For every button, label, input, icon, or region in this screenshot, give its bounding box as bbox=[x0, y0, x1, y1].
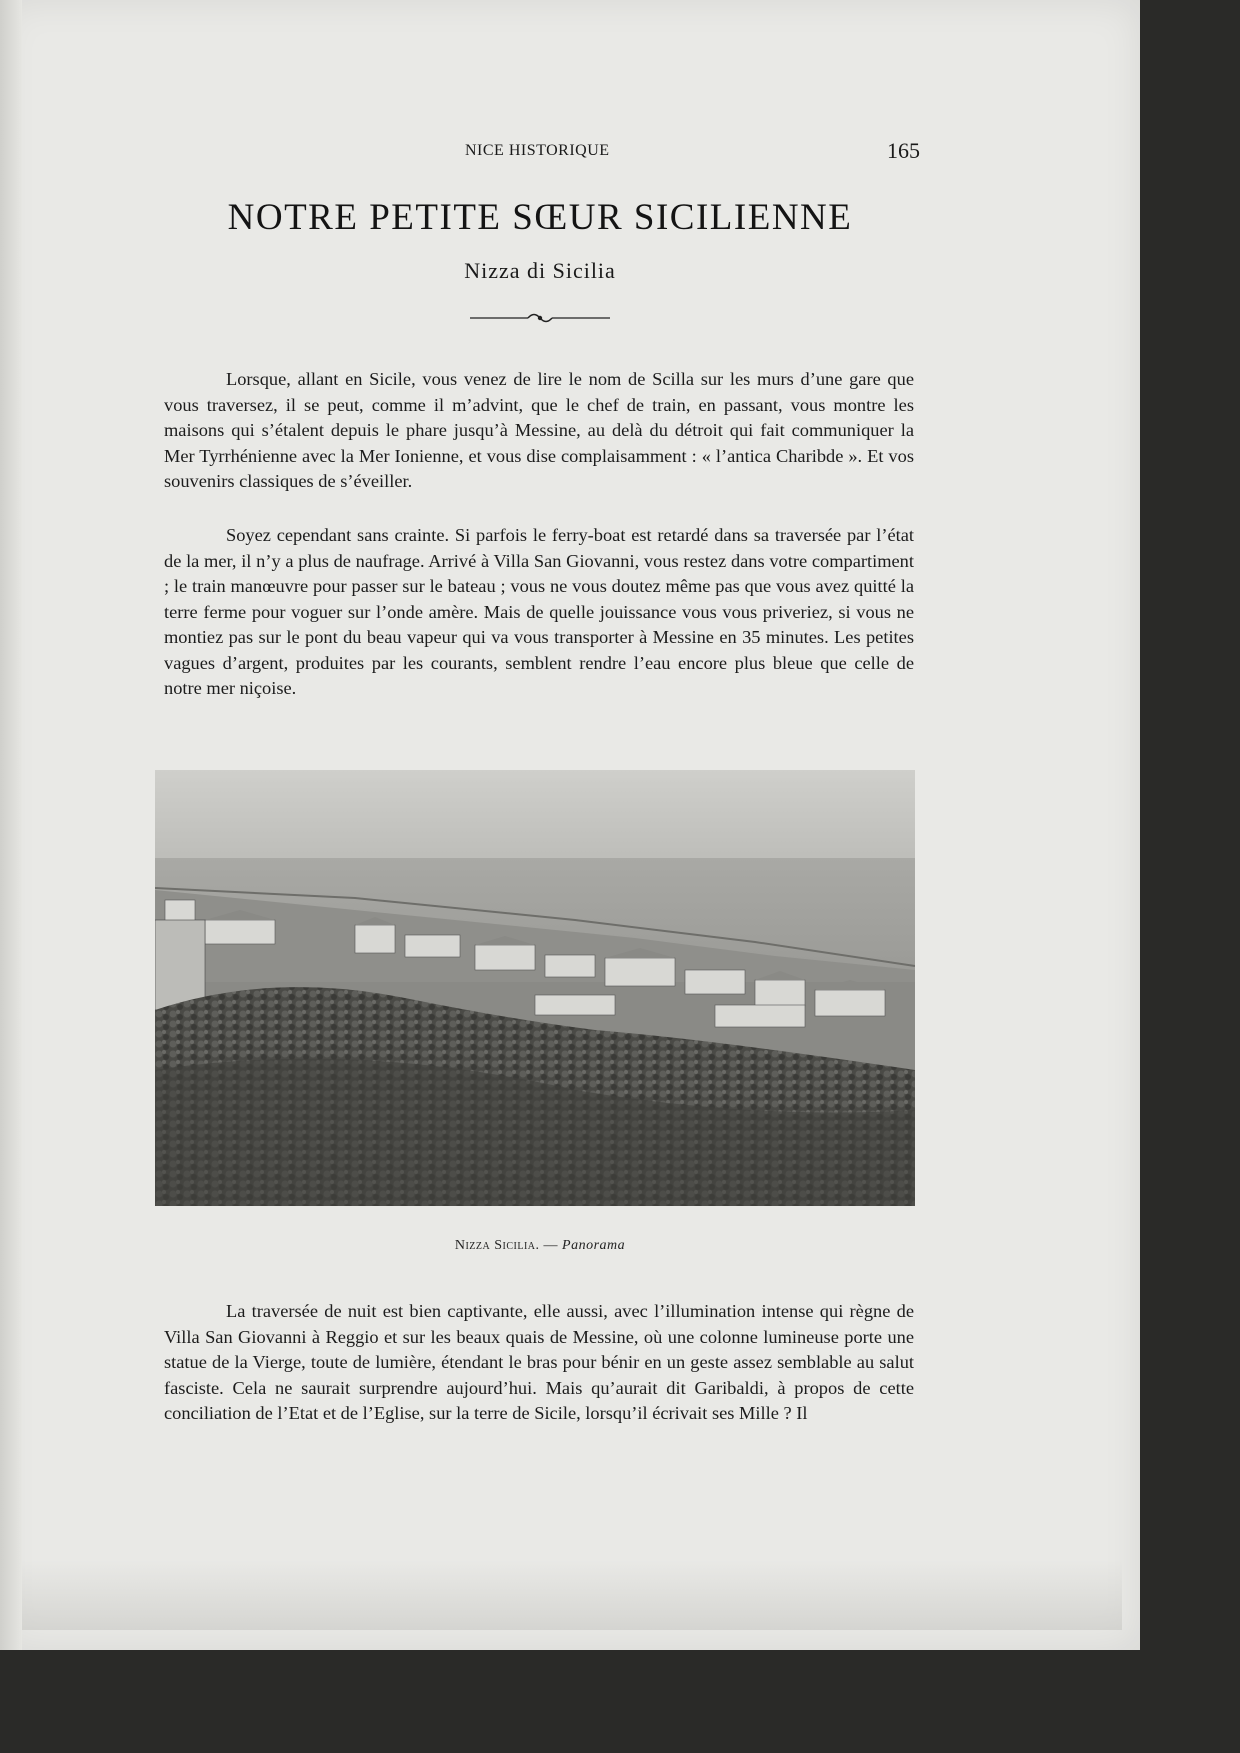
panorama-image bbox=[155, 770, 915, 1206]
page-number: 165 bbox=[887, 138, 920, 163]
fleuron-divider-icon bbox=[470, 310, 610, 326]
caption-dash: — bbox=[543, 1238, 559, 1253]
article-title: NOTRE PETITE SŒUR SICILIENNE bbox=[227, 197, 853, 238]
running-header bbox=[160, 138, 920, 166]
caption-label: Panorama bbox=[562, 1238, 626, 1253]
article-subtitle: Nizza di Sicilia bbox=[464, 258, 616, 283]
running-title: NICE HISTORIQUE bbox=[465, 142, 610, 159]
panorama-photo bbox=[155, 770, 915, 1206]
caption-place: Nizza Sicilia. bbox=[454, 1238, 540, 1253]
page-bottom-shade bbox=[22, 1560, 1122, 1630]
page-edge bbox=[0, 0, 22, 1650]
paragraph-2: Soyez cependant sans crainte. Si parfois le ferry-boat est retardé dans sa traversée par l’état de la mer, il n’y a plus de naufrage. Arrivé à Villa San Giovanni, vous restez dans votre compartiment ; le train manœuvre pour passer sur le bateau ; vous ne vous doutez même pas que vous avez quitté la terre ferme pour voguer sur l’onde amère. Mais de quelle jouissance vous vous priveriez, si vous ne montiez pas sur le pont du beau vapeur qui va vous transporter à Messine en 35 minutes. Les petites vagues d’argent, produites par les courants, semblent rendre l’eau encore plus bleue que celle de notre mer niçoise. bbox=[164, 525, 914, 698]
figure-caption bbox=[160, 1238, 920, 1254]
paragraph-1: Lorsque, allant en Sicile, vous venez de lire le nom de Scilla sur les murs d’une gare que vous traversez, il se peut, comme il m’advint, que le chef de train, en passant, vous montre les maisons qui s’étalent depuis le phare jusqu’à Messine, au delà du détroit qui fait communiquer la Mer Tyrrhénienne avec la Mer Ionienne, et vous dise complaisamment : « l’antica Charibde ». Et vos souvenirs classiques de s’éveiller. bbox=[164, 369, 914, 491]
paragraph-3: La traversée de nuit est bien captivante, elle aussi, avec l’illumination intense qui règne de Villa San Giovanni à Reggio et sur les beaux quais de Messine, où une colonne lumineuse porte une statue de la Vierge, toute de lumière, étendant le bras pour bénir en un geste assez semblable au salut fasciste. Cela ne saurait surprendre aujourd’hui. Mais qu’aurait dit Garibaldi, à propos de cette conciliation de l’Etat et de l’Eglise, sur la terre de Sicile, lorsqu’il écrivait ses Mille ? Il bbox=[164, 1301, 914, 1423]
